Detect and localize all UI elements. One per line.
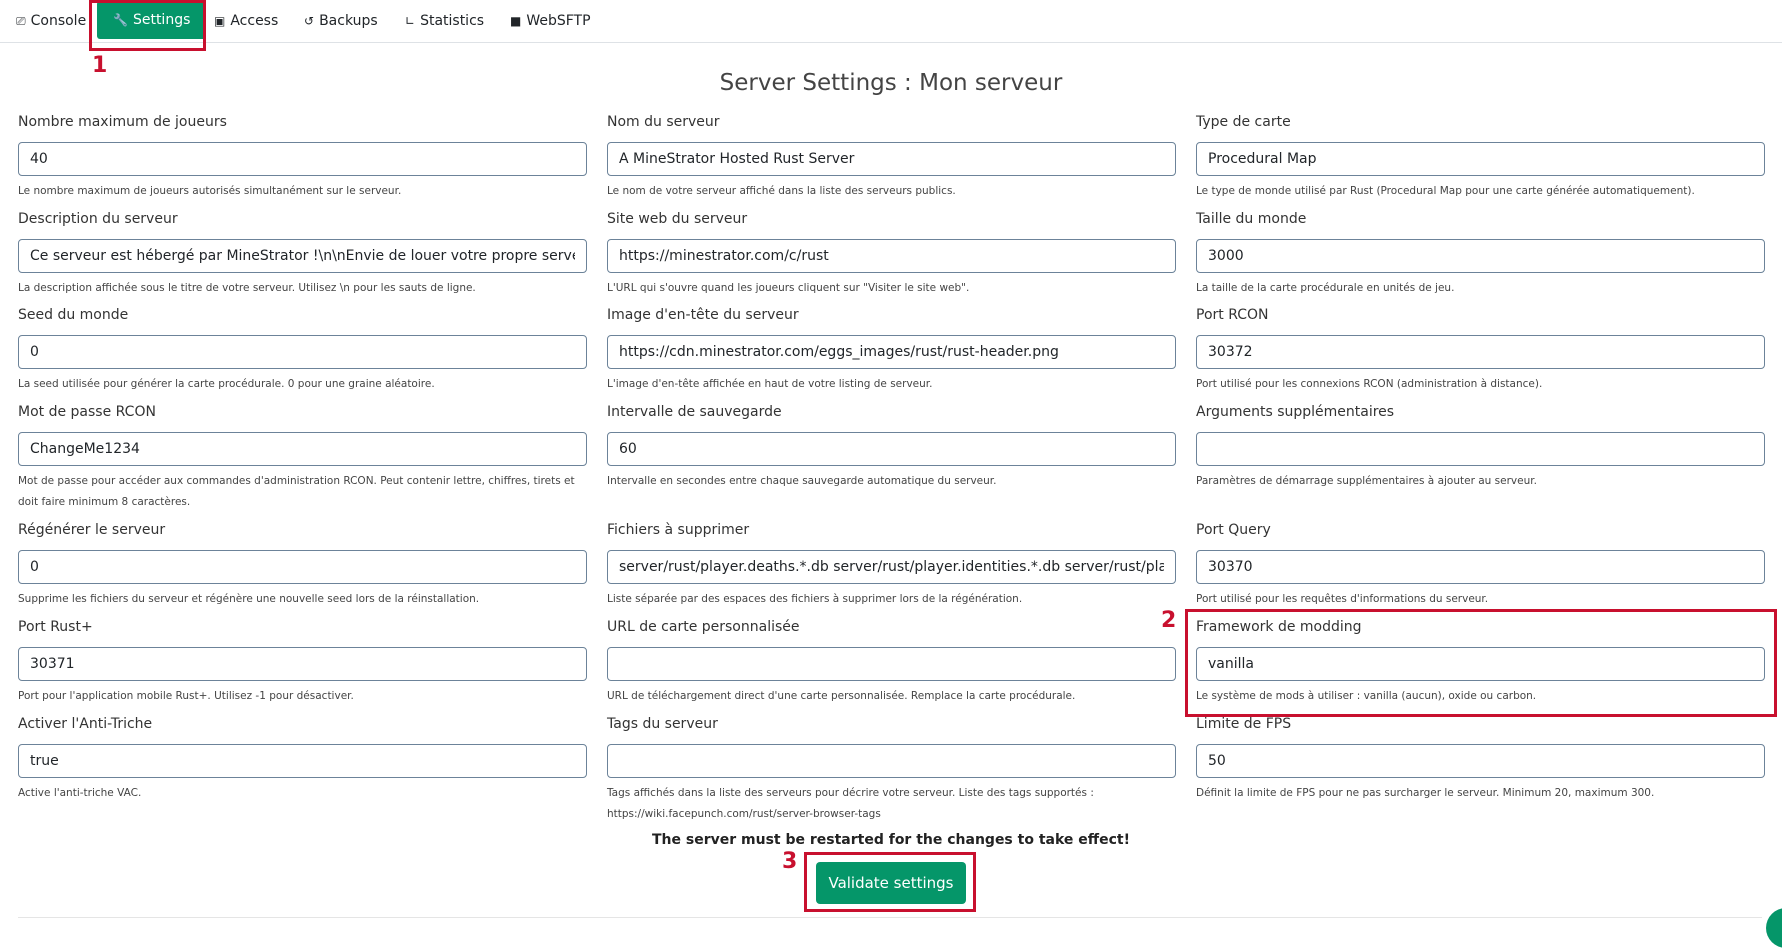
- field-files-to-delete: [607, 522, 1176, 610]
- tab-label: WebSFTP: [526, 13, 591, 29]
- field-label: Taille du monde: [1196, 211, 1307, 227]
- field-rcon-password: [18, 404, 587, 513]
- field-extra-args: [1196, 404, 1765, 492]
- world-size-input[interactable]: [1196, 239, 1765, 273]
- anticheat-input[interactable]: [18, 744, 587, 778]
- field-label: Fichiers à supprimer: [607, 522, 750, 538]
- field-help: La taille de la carte procédurale en unités de jeu.: [1196, 282, 1455, 294]
- id-card-icon: ▣: [214, 14, 226, 28]
- tab-label: Access: [230, 13, 279, 29]
- field-help: Liste séparée par des espaces des fichiers à supprimer lors de la régénération.: [607, 593, 1023, 605]
- tab-bar: [0, 0, 1782, 43]
- field-label: Image d'en-tête du serveur: [607, 307, 799, 323]
- tab-label: Settings: [132, 12, 191, 28]
- server-tags-input[interactable]: [607, 744, 1176, 778]
- save-interval-input[interactable]: [607, 432, 1176, 466]
- annotation-number-3: 3: [782, 849, 798, 874]
- query-port-input[interactable]: [1196, 550, 1765, 584]
- field-label: Port Rust+: [18, 619, 93, 635]
- field-fps-limit: [1196, 716, 1765, 804]
- wrench-icon: 🔧: [113, 13, 128, 27]
- map-type-input[interactable]: [1196, 142, 1765, 176]
- field-label: Nom du serveur: [607, 114, 720, 130]
- field-server-name: [607, 114, 1176, 202]
- field-help: Mot de passe pour accéder aux commandes d'administration RCON. Peut contenir lettre, chiffres, tirets et doit faire minimum 8 caractères.: [18, 475, 575, 508]
- field-modding-framework: [1196, 619, 1765, 707]
- rustplus-port-input[interactable]: [18, 647, 587, 681]
- field-anticheat: [18, 716, 587, 804]
- field-help: La seed utilisée pour générer la carte procédurale. 0 pour une graine aléatoire.: [18, 378, 435, 390]
- tab-label: Console: [30, 13, 87, 29]
- description-input[interactable]: [18, 239, 587, 273]
- field-help: L'image d'en-tête affichée en haut de votre listing de serveur.: [607, 378, 933, 390]
- tab-label: Statistics: [420, 13, 485, 29]
- field-help: Port pour l'application mobile Rust+. Utilisez -1 pour désactiver.: [18, 690, 354, 702]
- extra-args-input[interactable]: [1196, 432, 1765, 466]
- field-custom-map-url: [607, 619, 1176, 707]
- field-max-players: [18, 114, 587, 202]
- world-seed-input[interactable]: [18, 335, 587, 369]
- field-help: Définit la limite de FPS pour ne pas surcharger le serveur. Minimum 20, maximum 300.: [1196, 787, 1655, 799]
- field-help: Le type de monde utilisé par Rust (Procedural Map pour une carte générée automatiquement).: [1196, 185, 1695, 197]
- field-header-image: [607, 307, 1176, 395]
- field-rcon-port: [1196, 307, 1765, 395]
- field-help: L'URL qui s'ouvre quand les joueurs cliquent sur "Visiter le site web".: [607, 282, 970, 294]
- tab-label: Backups: [319, 13, 378, 29]
- field-world-seed: [18, 307, 587, 395]
- field-label: Framework de modding: [1196, 619, 1362, 635]
- field-label: Nombre maximum de joueurs: [18, 114, 227, 130]
- field-help: Port utilisé pour les requêtes d'informations du serveur.: [1196, 593, 1489, 605]
- tab-statistics[interactable]: [405, 0, 484, 42]
- tab-websftp[interactable]: [510, 0, 591, 42]
- field-label: Régénérer le serveur: [18, 522, 166, 538]
- regenerate-input[interactable]: [18, 550, 587, 584]
- field-help: URL de téléchargement direct d'une carte personnalisée. Remplace la carte procédurale.: [607, 690, 1076, 702]
- field-query-port: [1196, 522, 1765, 610]
- line-chart-icon: ∟: [405, 14, 416, 28]
- field-label: Port RCON: [1196, 307, 1269, 323]
- field-description: [18, 211, 587, 299]
- field-regenerate: [18, 522, 587, 610]
- annotation-number-2: 2: [1161, 608, 1177, 633]
- tab-settings[interactable]: [97, 1, 206, 39]
- field-label: Arguments supplémentaires: [1196, 404, 1395, 420]
- rcon-port-input[interactable]: [1196, 335, 1765, 369]
- annotation-number-1: 1: [92, 53, 108, 78]
- rcon-password-input[interactable]: [18, 432, 587, 466]
- field-label: Tags du serveur: [607, 716, 718, 732]
- website-input[interactable]: [607, 239, 1176, 273]
- history-icon: ↺: [304, 14, 315, 28]
- field-label: Activer l'Anti-Triche: [18, 716, 153, 732]
- field-help: Le nombre maximum de joueurs autorisés simultanément sur le serveur.: [18, 185, 402, 197]
- terminal-icon: ⎚: [16, 14, 26, 28]
- field-help: Paramètres de démarrage supplémentaires à ajouter au serveur.: [1196, 475, 1537, 487]
- field-website: [607, 211, 1176, 299]
- field-label: Intervalle de sauvegarde: [607, 404, 782, 420]
- field-rustplus-port: [18, 619, 587, 707]
- files-to-delete-input[interactable]: [607, 550, 1176, 584]
- field-label: Type de carte: [1196, 114, 1291, 130]
- fps-limit-input[interactable]: [1196, 744, 1765, 778]
- divider: [18, 917, 1762, 918]
- field-map-type: [1196, 114, 1765, 202]
- chat-bubble-icon[interactable]: [1766, 908, 1782, 948]
- field-help: Tags affichés dans la liste des serveurs pour décrire votre serveur. Liste des tags supportés : https://wiki.facepunch.com/rust/server-browser-tags: [607, 787, 1094, 820]
- field-label: Site web du serveur: [607, 211, 748, 227]
- field-label: Mot de passe RCON: [18, 404, 156, 420]
- field-help: Le nom de votre serveur affiché dans la liste des serveurs publics.: [607, 185, 956, 197]
- modding-framework-input[interactable]: [1196, 647, 1765, 681]
- field-help: Le système de mods à utiliser : vanilla (aucun), oxide ou carbon.: [1196, 690, 1537, 702]
- field-help: La description affichée sous le titre de votre serveur. Utilisez \n pour les sauts de ligne.: [18, 282, 476, 294]
- server-name-input[interactable]: [607, 142, 1176, 176]
- field-help: Port utilisé pour les connexions RCON (administration à distance).: [1196, 378, 1543, 390]
- custom-map-url-input[interactable]: [607, 647, 1176, 681]
- field-help: Active l'anti-triche VAC.: [18, 787, 142, 799]
- folder-icon: ■: [510, 14, 522, 28]
- field-save-interval: [607, 404, 1176, 492]
- validate-settings-button[interactable]: Validate settings: [816, 862, 966, 904]
- restart-notice: The server must be restarted for the changes to take effect!: [652, 832, 1130, 848]
- page-title: Server Settings : Mon serveur: [719, 70, 1063, 96]
- field-label: Seed du monde: [18, 307, 129, 323]
- header-image-input[interactable]: [607, 335, 1176, 369]
- field-label: Port Query: [1196, 522, 1271, 538]
- field-label: URL de carte personnalisée: [607, 619, 800, 635]
- tab-backups[interactable]: [304, 0, 378, 42]
- field-label: Description du serveur: [18, 211, 178, 227]
- tab-console[interactable]: [16, 0, 86, 42]
- field-label: Limite de FPS: [1196, 716, 1292, 732]
- tab-access[interactable]: [214, 0, 278, 42]
- field-server-tags: [607, 716, 1176, 825]
- field-help: Intervalle en secondes entre chaque sauvegarde automatique du serveur.: [607, 475, 997, 487]
- max-players-input[interactable]: [18, 142, 587, 176]
- field-help: Supprime les fichiers du serveur et régénère une nouvelle seed lors de la réinstallation.: [18, 593, 480, 605]
- field-world-size: [1196, 211, 1765, 299]
